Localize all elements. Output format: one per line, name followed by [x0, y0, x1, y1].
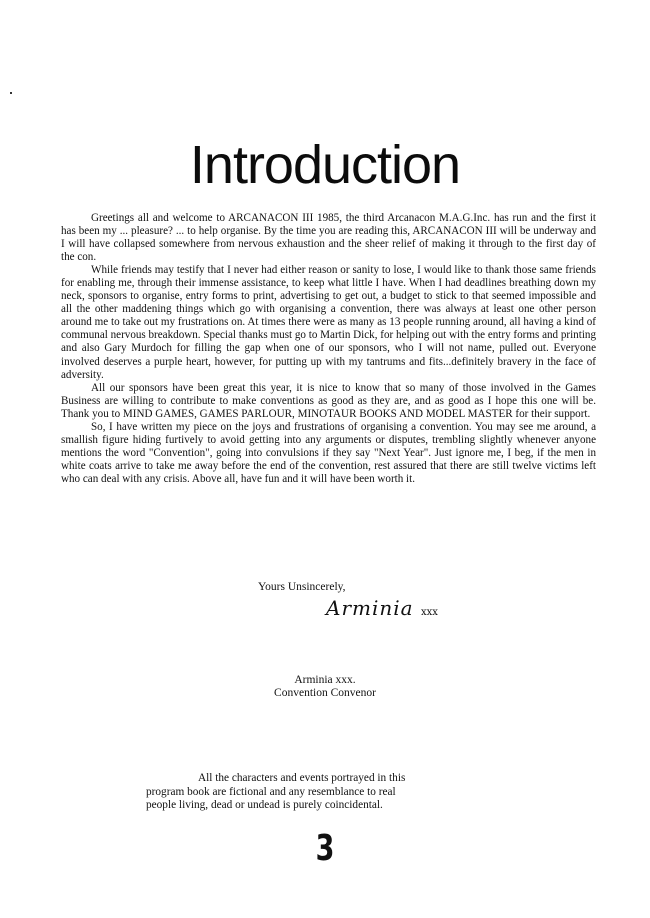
signatory-name: Arminia xxx.: [294, 674, 356, 686]
paragraph-greeting: Greetings all and welcome to ARCANACON III 1985, the third Arcanacon M.A.G.Inc. has run and the first it has been my ... pleasure? ... to help organise. By the time you are reading this, ARCANACON III will be underway and I will have collapsed somewhere from nervous exhaustion and the sheer relief of making it through to the first day of the con.: [61, 212, 596, 264]
speck-mark: [10, 92, 12, 94]
disclaimer-line: people living, dead or undead is purely coincidental.: [146, 799, 383, 811]
paragraph-sponsors: All our sponsors have been great this year, it is nice to know that so many of those involved in the Games Business are willing to contribute to make conventions as good as they are, and as good as I hope this one will be. Thank you to MIND GAMES, GAMES PARLOUR, MINOTAUR BOOKS AND MODEL MASTER for their support.: [61, 381, 596, 420]
disclaimer-line: All the characters and events portrayed in this: [198, 772, 406, 784]
signature-kisses: xxx: [420, 607, 438, 618]
page-title: Introduction: [189, 135, 461, 196]
handwritten-signature: [326, 596, 438, 620]
signatory-role: Convention Convenor: [274, 687, 376, 699]
closing-line: Yours Unsincerely,: [258, 581, 346, 593]
disclaimer-line: program book are fictional and any resemblance to real: [146, 785, 396, 798]
signature-name: Arminia: [326, 596, 414, 620]
paragraph-thanks: While friends may testify that I never had either reason or sanity to lose, I would like to thank those same friends for enabling me, through their immense assistance, to keep what little I have. When I had deadlines breathing down my neck, sponsors to organise, entry forms to print, advertising to get out, a budget to stick to that seemed impossible and all the other maddening things which go with organising a convention, there was always at least one other person around me to take out my frustrations on. At times there were as many as 13 people running around, all having a kind of communal nervous breakdown. Special thanks must go to Martin Dick, for helping out with the entry forms and printing and also Gary Murdoch for filling the gap when one of our sponsors, who I will not name, pulled out. Everyone involved deserves a purple heart, however, for putting up with my tantrums and fits...definitely bravery in the face of adversity.: [61, 264, 596, 381]
introduction-body: [61, 212, 596, 486]
page-number: 3: [315, 828, 335, 869]
paragraph-closing: So, I have written my piece on the joys and frustrations of organising a convention. You may see me around, a smallish figure hiding furtively to avoid getting into any arguments or disputes, trembling slightly whenever anyone mentions the word "Convention", going into convulsions if they say "Next Year". Just ignore me, I beg, if the men in white coats arrive to take me away before the end of the convention, rest assured that there are still twelve victims left who can deal with any crisis. Above all, have fun and it will have been worth it.: [61, 420, 596, 485]
disclaimer: [146, 772, 506, 813]
